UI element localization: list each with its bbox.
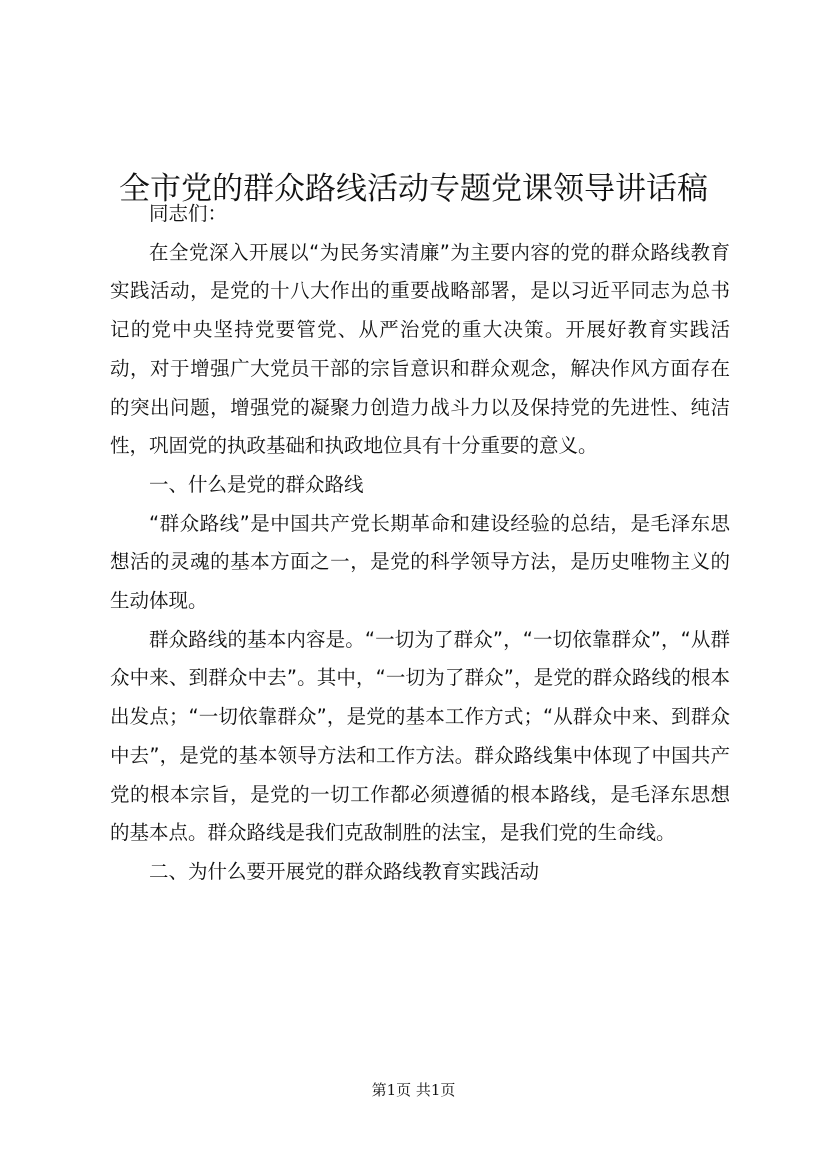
salutation-paragraph: 同志们： [149,202,228,225]
section-heading-1: 一、什么是党的群众路线 [149,472,364,496]
body-paragraph: 群众路线的基本内容是。“一切为了群众”，“一切依靠群众”，“从群众中来、到群众中去”。其中，“一切为了群众”，是党的群众路线的根本出发点；“一切依靠群众”，是党的基本工作方式；“从群众中来、到群众中去”，是党的基本领导方法和工作方法。群众路线集中体现了中国共产党的根本宗旨，是党的一切工作都必须遵循的根本路线，是毛泽东思想的基本点。群众路线是我们克敌制胜的法宝，是我们党的生命线。 [110,627,730,845]
page-number-footer: 第1页 共1页 [371,1081,456,1099]
body-paragraph: “群众路线”是中国共产党长期革命和建设经验的总结，是毛泽东思想活的灵魂的基本方面之一，是党的科学领导方法，是历史唯物主义的生动体现。 [110,511,730,613]
document-title: 全市党的群众路线活动专题党课领导讲话稿 [119,170,708,207]
intro-paragraph: 在全党深入开展以“为民务实清廉”为主要内容的党的群众路线教育实践活动，是党的十八大作出的重要战略部署，是以习近平同志为总书记的党中央坚持党要管党、从严治党的重大决策。开展好教育实践活动，对于增强广大党员干部的宗旨意识和群众观念，解决作风方面存在的突出问题，增强党的凝聚力创造力战斗力以及保持党的先进性、纯洁性，巩固党的执政基础和执政地位具有十分重要的意义。 [110,240,730,458]
section-heading-2: 二、为什么要开展党的群众路线教育实践活动 [149,859,540,883]
document-body [110,195,730,892]
